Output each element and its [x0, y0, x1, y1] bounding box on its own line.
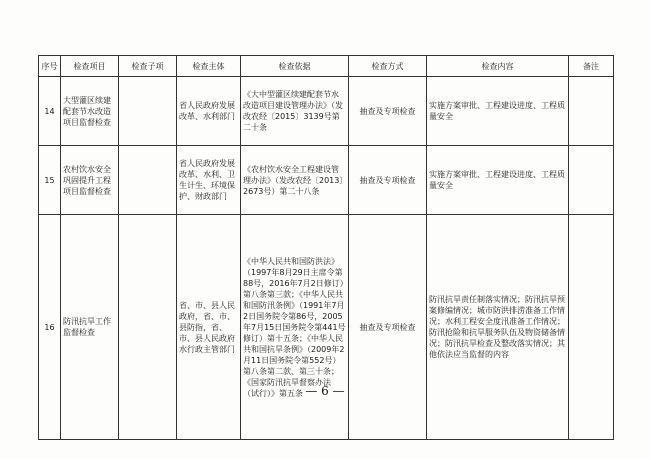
row-basis: 《中华人民共和国防洪法》（1997年8月29日主席令第88号，2016年7月2日修订）第八条第三款；《中华人民共和国防汛条例》（1991年7月2日国务院令第86号，2005年7月15日国务院令第441号修订）第十五条；《中华人民共和国抗旱条例》（2009年2月11日国务院令第552号）第八条第二款、第三十条；《国家防汛抗旱督察办法（试行）》第五条 [241, 215, 349, 440]
row-subitem [119, 215, 177, 440]
row-no: 16 [39, 215, 61, 440]
row-method: 抽查及专项检查 [349, 215, 427, 440]
row-body: 省人民政府发展改革、水利部门 [177, 77, 241, 146]
row-body: 省、市、县人民政府，省、市、县防指，省、市、县人民政府水行政主管部门 [177, 215, 241, 440]
row-remark [569, 215, 614, 440]
table-header-row [39, 56, 614, 77]
row-method: 抽查及专项检查 [349, 146, 427, 215]
header-item: 检查项目 [61, 56, 119, 77]
row-no: 15 [39, 146, 61, 215]
inspection-table [38, 55, 614, 440]
row-remark [569, 146, 614, 215]
row-no: 14 [39, 77, 61, 146]
header-basis: 检查依据 [241, 56, 349, 77]
row-method: 抽查及专项检查 [349, 77, 427, 146]
row-item: 防汛抗旱工作监督检查 [61, 215, 119, 440]
table-row [39, 146, 614, 215]
row-content: 防汛抗旱责任制落实情况；防汛抗旱预案修编情况；城市防洪排涝准备工作情况；水利工程安全度汛准备工作情况；防汛抢险和抗旱服务队伍及物资储备情况；防汛抗旱检查及整改落实情况；其他依法应当监督的内容 [427, 215, 569, 440]
row-basis: 《农村饮水安全工程建设管理办法》（发改农经〔2013〕2673号）第二十八条 [241, 146, 349, 215]
row-basis: 《大中型灌区续建配套节水改造项目建设管理办法》（发改农经〔2015〕3139号第二十条 [241, 77, 349, 146]
row-subitem [119, 146, 177, 215]
row-content: 实施方案审批、工程建设进度、工程质量安全 [427, 77, 569, 146]
table-row [39, 215, 614, 440]
header-no: 序号 [39, 56, 61, 77]
row-subitem [119, 77, 177, 146]
table-row [39, 77, 614, 146]
row-item: 农村饮水安全巩固提升工程项目监督检查 [61, 146, 119, 215]
header-subitem: 检查子项 [119, 56, 177, 77]
row-item: 大型灌区续建配套节水改造项目监督检查 [61, 77, 119, 146]
header-content: 检查内容 [427, 56, 569, 77]
header-remark: 备注 [569, 56, 614, 77]
row-content: 实施方案审批、工程建设进度、工程质量安全 [427, 146, 569, 215]
row-body: 省人民政府发展改革、水利、卫生计生、环境保护、财政部门 [177, 146, 241, 215]
row-remark [569, 77, 614, 146]
header-method: 检查方式 [349, 56, 427, 77]
header-body: 检查主体 [177, 56, 241, 77]
page-number: — 6 — [305, 384, 345, 398]
